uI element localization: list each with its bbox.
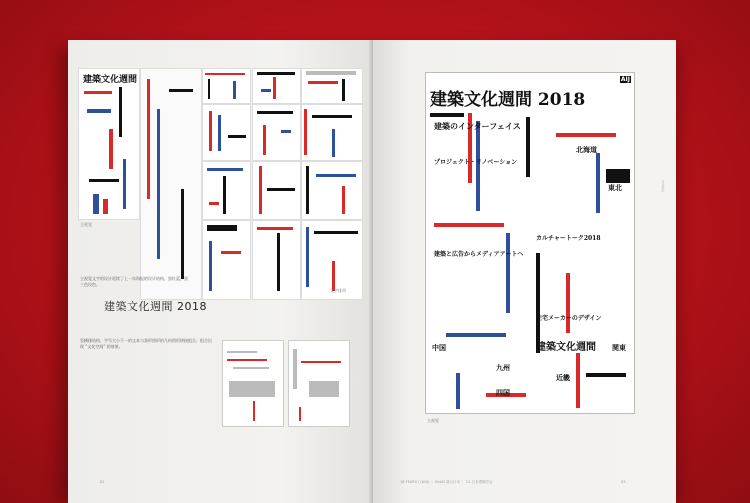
caption-main-visual: 主视觉 bbox=[80, 222, 92, 227]
tile-title: 建築文化週間 bbox=[83, 75, 138, 85]
caption-text-layout: 文字排列 bbox=[330, 288, 346, 293]
poster-tile-3 bbox=[252, 68, 301, 104]
headline-3: 建築と広告からメディアアートへ bbox=[434, 251, 524, 258]
layout-thumbnail-1 bbox=[222, 340, 284, 427]
poster-tile-2 bbox=[202, 68, 251, 104]
region-hokkaido: 北海道 bbox=[576, 145, 597, 154]
poster-title-small: 建築文化週間 bbox=[536, 342, 596, 353]
region-tohoku: 東北 bbox=[608, 183, 622, 192]
poster-tile-1 bbox=[78, 68, 140, 220]
poster-tile-5 bbox=[202, 104, 251, 161]
aij-logo: AIJ bbox=[620, 76, 630, 83]
poster-tile-8 bbox=[202, 161, 251, 220]
layout-thumbnail-2 bbox=[288, 340, 350, 427]
poster-tile-tall bbox=[140, 68, 202, 300]
region-kanto: 関東 bbox=[612, 343, 626, 352]
poster-title: 建築文化週間 2018 bbox=[430, 90, 586, 110]
headline-5: 住宅メーカーのデザイン bbox=[536, 315, 602, 322]
poster-tile-6 bbox=[252, 104, 301, 161]
section-heading: 建築文化週間 2018 bbox=[104, 300, 207, 313]
region-kinki: 近畿 bbox=[556, 373, 570, 382]
region-kyushu: 九州 bbox=[496, 363, 510, 372]
poster-tile-11 bbox=[202, 220, 251, 300]
left-page-number: 82 bbox=[100, 480, 105, 484]
headline-4: カルチャートーク2018 bbox=[536, 235, 601, 242]
body-text-2: 竖横排结构，字号大小不一的文本与条形图形的几何图形拼接组合，组合出现 “文化空间” 的效果。 bbox=[80, 338, 212, 349]
poster-tile-4 bbox=[301, 68, 363, 104]
region-chugoku: 中国 bbox=[432, 343, 446, 352]
headline-1: 建築のインターフェイス bbox=[434, 121, 521, 131]
body-text-1: 主视觉文字的设计延续了上一年海报的设计结构，黑红蓝，黑三色设色。 bbox=[80, 276, 188, 287]
region-shikoku: 四国 bbox=[496, 388, 510, 397]
right-caption: 主视觉 bbox=[427, 418, 439, 423]
running-footer: 18 YEARS / (AGI) ｜ DnAD 展示日本 ｜ 21-日本建築学会 bbox=[400, 480, 493, 484]
right-page bbox=[373, 40, 676, 503]
right-page-number: 83 bbox=[621, 480, 626, 484]
left-page bbox=[68, 40, 373, 503]
poster-tile-10 bbox=[301, 161, 363, 220]
poster-tile-7 bbox=[301, 104, 363, 161]
poster-tile-12 bbox=[252, 220, 301, 300]
poster-tile-9 bbox=[252, 161, 301, 220]
headline-2: プロジェクト・リノベーション bbox=[434, 159, 518, 166]
side-label: 日本設計 bbox=[661, 180, 665, 192]
main-poster bbox=[425, 72, 635, 414]
